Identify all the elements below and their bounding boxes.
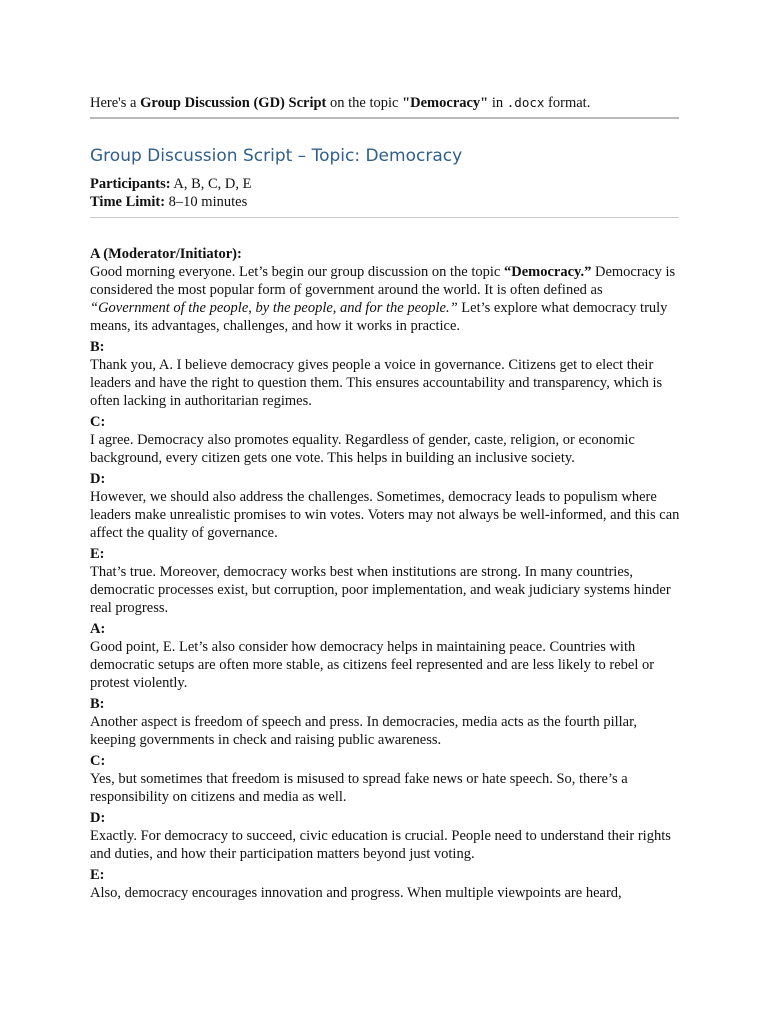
dialogue-turn: [90, 413, 680, 467]
time-limit-value: 8–10 minutes: [165, 194, 248, 210]
participants-label: Participants:: [90, 176, 171, 192]
speaker-label: C:: [90, 753, 106, 769]
dialogue: [90, 245, 680, 905]
intro-code-format: .docx: [506, 95, 545, 110]
speech-italic-quote: “Government of the people, by the people, and for the people.”: [90, 300, 458, 316]
dialogue-turn: [90, 809, 680, 863]
dialogue-turn: [90, 245, 680, 335]
participants-value: A, B, C, D, E: [170, 176, 252, 192]
dialogue-turn: [90, 470, 680, 542]
speech-part: Good morning everyone. Let’s begin our group discussion on the topic: [90, 264, 504, 280]
dialogue-turn: [90, 752, 680, 806]
participants-line: [90, 175, 252, 193]
intro-bold-gd-script: Group Discussion (GD) Script: [140, 95, 327, 111]
speech-part: Democracy is considered the most popular form of government around the world. It is often defined as: [90, 264, 676, 298]
dialogue-turn: [90, 620, 680, 692]
divider-top: [90, 117, 679, 119]
time-limit-line: [90, 193, 252, 211]
page-title: Group Discussion Script – Topic: Democracy: [90, 146, 463, 166]
time-limit-label: Time Limit:: [90, 194, 166, 210]
speaker-label: C:: [90, 414, 106, 430]
meta-block: [90, 175, 252, 211]
speaker-label: B:: [90, 339, 105, 355]
intro-prefix: Here's a: [90, 95, 141, 111]
speech-text: Thank you, A. I believe democracy gives people a voice in governance. Citizens get to elect their leaders and have the right to question them. This ensures accountability and transparency, which is often lacking in authoritarian regimes.: [90, 357, 663, 409]
intro-suffix: format.: [544, 95, 591, 111]
speaker-label: D:: [90, 471, 106, 487]
speaker-label: E:: [90, 546, 105, 562]
intro-in: in: [488, 95, 507, 111]
intro-line: [90, 93, 590, 113]
speech-part: Let’s explore what democracy truly means, its advantages, challenges, and how it works in practice.: [90, 300, 668, 334]
speech-text: I agree. Democracy also promotes equality. Regardless of gender, caste, religion, or economic background, every citizen gets one vote. This helps in building an inclusive society.: [90, 432, 635, 466]
intro-middle: on the topic: [326, 95, 403, 111]
speaker-label: D:: [90, 810, 106, 826]
dialogue-turn: [90, 545, 680, 617]
speech-text: However, we should also address the challenges. Sometimes, democracy leads to populism where leaders make unrealistic promises to win votes. Voters may not always be well-informed, and this can affect the quality of governance.: [90, 489, 680, 541]
speech-text: Another aspect is freedom of speech and press. In democracies, media acts as the fourth pillar, keeping governments in check and raising public awareness.: [90, 714, 637, 748]
dialogue-turn: [90, 338, 680, 410]
speech-text: Yes, but sometimes that freedom is misused to spread fake news or hate speech. So, there’s a responsibility on citizens and media as well.: [90, 771, 628, 805]
dialogue-turn: [90, 695, 680, 749]
speech-text: Good point, E. Let’s also consider how democracy helps in maintaining peace. Countries with democratic setups are often more stable, as citizens feel represented and are less likely to rebel or protest violently.: [90, 639, 655, 691]
speaker-label: E:: [90, 867, 105, 883]
dialogue-turn: [90, 866, 680, 902]
speech-text: That’s true. Moreover, democracy works best when institutions are strong. In many countries, democratic processes exist, but corruption, poor implementation, and weak judiciary systems hinder real progress.: [90, 564, 671, 616]
speech-text: Also, democracy encourages innovation and progress. When multiple viewpoints are heard,: [90, 885, 622, 901]
speaker-label: A (Moderator/Initiator):: [90, 246, 242, 262]
speaker-label: A:: [90, 621, 106, 637]
speech-bold-topic: “Democracy.”: [504, 264, 592, 280]
speaker-label: B:: [90, 696, 105, 712]
speech-text: Exactly. For democracy to succeed, civic education is crucial. People need to understand their rights and duties, and how their participation matters beyond just voting.: [90, 828, 671, 862]
speech-text: [90, 263, 680, 335]
divider-meta: [90, 217, 679, 218]
intro-bold-topic: "Democracy": [402, 95, 489, 111]
